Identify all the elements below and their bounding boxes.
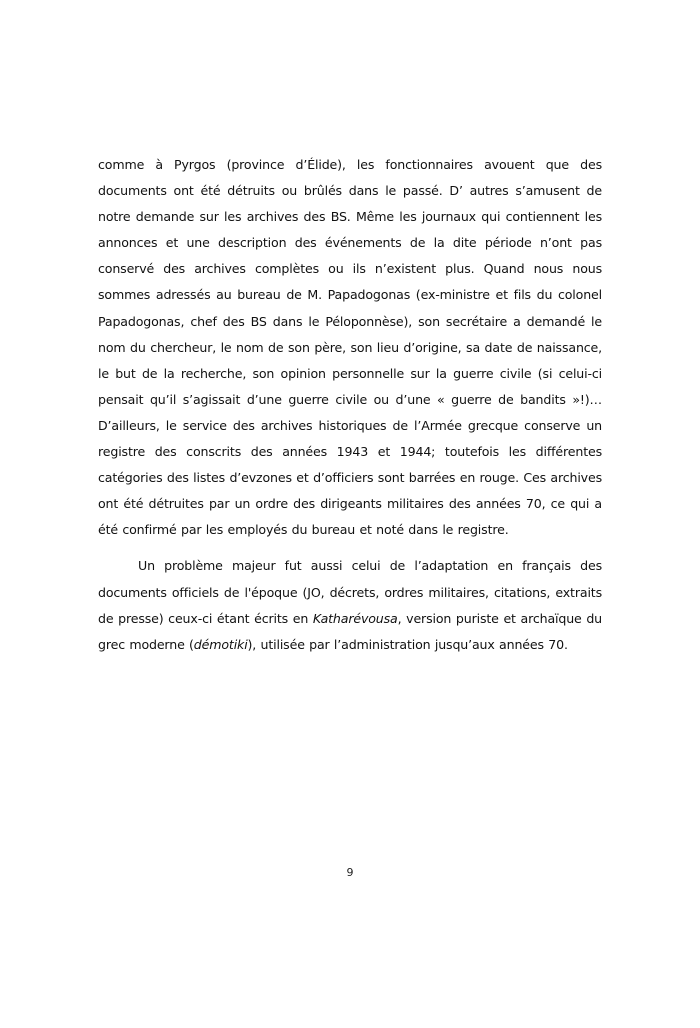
paragraph-archives — [98, 152, 602, 543]
paragraph-text: ), utilisée par l’administration jusqu’aux années 70. — [247, 636, 568, 652]
paragraph-text: comme à Pyrgos (province d’Élide), les fonctionnaires avouent que des documents ont été détruits ou brûlés dans le passé. D’ autres s’amusent de notre demande sur les archives des BS. Même les journaux qui contiennent les annonces et une description des événements de la dite période n’ont pas conservé des archives complètes ou ils n’existent plus. Quand nous nous sommes adressés au bureau de M. Papadogonas (ex-ministre et fils du colonel Papadogonas, chef des BS dans le Péloponnèse), son secrétaire a demandé le nom du chercheur, le nom de son père, son lieu d’origine, sa date de naissance, le but de la recherche, son opinion personnelle sur la guerre civile (si celui-ci pensait qu’il s’agissait d’une guerre civile ou d’une « guerre de bandits »!)… D’ailleurs, le service des archives historiques de l’Armée grecque conserve un registre des conscrits des années 1943 et 1944; toutefois les différentes catégories des listes d’evzones et d’officiers sont barrées en rouge. Ces archives ont été détruites par un ordre des dirigeants militaires des années 70, ce qui a été confirmé par les employés du bureau et noté dans le registre. — [98, 157, 602, 538]
term-demotiki: démotiki — [193, 636, 248, 652]
page-number: 9 — [346, 866, 354, 879]
paragraph-translation-problem — [98, 553, 602, 657]
paragraph-text: , version puriste et archaïque du grec moderne ( — [98, 610, 602, 652]
paragraph-text: Un problème majeur fut aussi celui de l’adaptation en français des documents officiels de l'époque (JO, décrets, ordres militaires, citations, extraits de presse) ceux-ci étant écrits en — [98, 558, 602, 626]
term-katharevousa: Katharévousa — [312, 610, 398, 626]
document-page-body — [98, 152, 602, 658]
